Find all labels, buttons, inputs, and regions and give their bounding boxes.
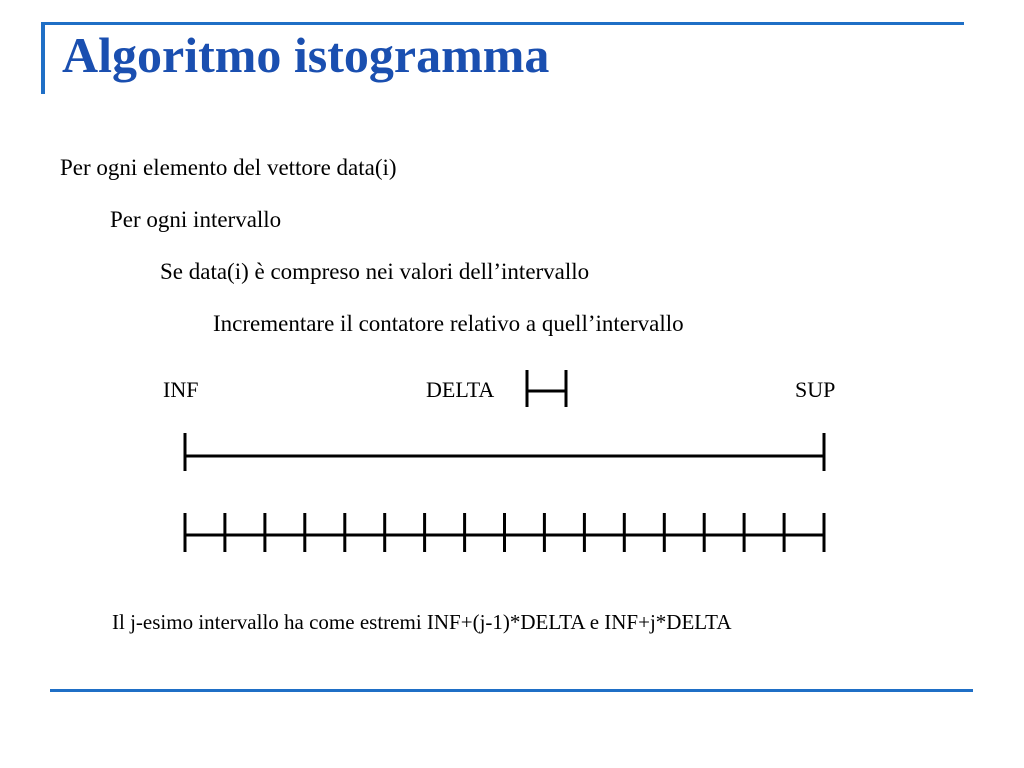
sup-label: SUP [795,377,836,402]
delta-label: DELTA [426,377,495,402]
slide-title: Algoritmo istogramma [62,27,550,83]
algorithm-step-4: Incrementare il contatore relativo a quell’intervallo [213,311,684,336]
algorithm-step-2: Per ogni intervallo [110,207,282,232]
algorithm-step-3: Se data(i) è compreso nei valori dell’intervallo [160,259,590,284]
inf-label: INF [163,377,199,402]
algorithm-step-1: Per ogni elemento del vettore data(i) [60,155,397,180]
interval-formula-note: Il j-esimo intervallo ha come estremi INF+(j-1)*DELTA e INF+j*DELTA [112,610,732,634]
subdivided-range-segment [185,513,824,552]
full-range-segment [185,433,824,471]
delta-bracket-symbol [527,370,566,407]
bottom-accent-rule [50,689,973,692]
